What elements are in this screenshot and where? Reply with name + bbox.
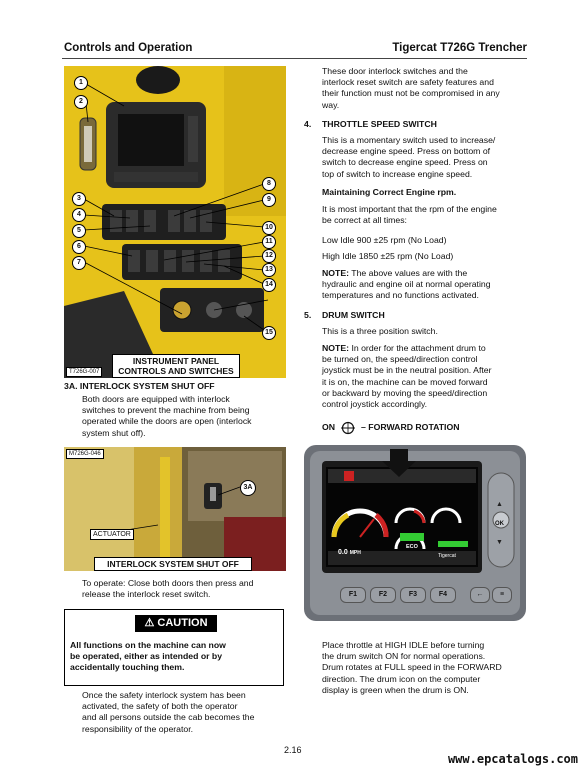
text-line: Both doors are equipped with interlock (82, 394, 230, 404)
text-line: accidentally touching them. (70, 662, 185, 673)
callout-15: 15 (262, 326, 276, 340)
figure-tag: M726G-046 (66, 449, 104, 459)
speed-readout (338, 549, 361, 556)
figure-tag: T726G-007 (66, 367, 102, 377)
on-text: ON (322, 422, 336, 433)
text-line: way. (322, 99, 340, 110)
caution-text (70, 640, 226, 674)
text-line: switches to prevent the machine from being (82, 405, 250, 416)
callout-11: 11 (262, 235, 276, 249)
scroll-up-icon[interactable]: ▲ (496, 501, 503, 508)
f3-button[interactable]: F3 (400, 587, 426, 603)
f4-button[interactable]: F4 (430, 587, 456, 603)
section-title: Controls and Operation (64, 42, 193, 54)
section-5-text: This is a three position switch. (322, 326, 438, 336)
caution-header (135, 615, 217, 632)
text-line: responsibility of the operator. (82, 723, 194, 734)
forward-rotation-text: – FORWARD ROTATION (361, 422, 460, 433)
callout-5: 5 (72, 224, 86, 238)
ok-button[interactable]: OK (495, 521, 504, 527)
text-line: control joystick accordingly. (322, 399, 428, 410)
section-5-number: 5. (304, 310, 312, 320)
brand-label: Tigercat (438, 553, 456, 559)
callout-8: 8 (262, 177, 276, 191)
f2-button[interactable]: F2 (370, 587, 396, 603)
warning-triangle-icon: ⚠ (144, 617, 155, 629)
caution-title: CAUTION (157, 617, 208, 629)
text-line: or backward by moving the speed/direction (322, 387, 488, 398)
section-4-text (322, 135, 495, 180)
section-4-number: 4. (304, 119, 312, 129)
note-1 (322, 268, 491, 302)
figure-caption (112, 354, 240, 378)
text-line: operated while the doors are open (interlock (82, 416, 252, 427)
drum-icon (339, 421, 357, 435)
instrument-panel-drawing (64, 66, 286, 378)
rpm-heading: Maintaining Correct Engine rpm. (322, 187, 457, 197)
text-line: be turned on, the speed/direction control (322, 354, 478, 365)
callout-9: 9 (262, 193, 276, 207)
text-line: interlock reset switch are safety features and (322, 77, 494, 88)
eco-indicator: ECO (406, 544, 418, 550)
f1-button[interactable]: F1 (340, 587, 366, 603)
text-line: be operated, either as intended or by (70, 651, 223, 662)
interlock-drawing (64, 447, 286, 571)
text-line: All functions on the machine can now (70, 640, 226, 650)
caption-line-1: INSTRUMENT PANEL (132, 356, 220, 366)
caution-box (64, 609, 284, 686)
scroll-down-icon[interactable]: ▼ (496, 539, 503, 546)
text-line: be correct at all times: (322, 215, 407, 226)
figure-caption: INTERLOCK SYSTEM SHUT OFF (94, 557, 252, 571)
drum-operation-text (322, 640, 502, 696)
computer-display-photo (304, 445, 526, 621)
callout-12: 12 (262, 249, 276, 263)
callout-14: 14 (262, 278, 276, 292)
callout-13: 13 (262, 263, 276, 277)
text-line: release the interlock reset switch. (82, 589, 211, 600)
text-line: switch to decrease engine speed. Press on (322, 157, 488, 168)
after-caution-text (82, 690, 254, 735)
text-line: system shut off). (82, 427, 146, 438)
note-label: NOTE: (322, 268, 350, 278)
on-forward-label (322, 421, 459, 435)
text-line: These door interlock switches and the (322, 66, 468, 76)
rpm-text (322, 204, 497, 226)
callout-1: 1 (74, 76, 88, 90)
text-line: their function must not be compromised in any (322, 88, 500, 99)
text-line: The above values are with the (349, 268, 468, 278)
callout-6: 6 (72, 240, 86, 254)
section-3a-heading: 3A. INTERLOCK SYSTEM SHUT OFF (64, 381, 215, 391)
high-idle-spec: High Idle 1850 ±25 rpm (No Load) (322, 251, 454, 261)
back-arrow-icon[interactable]: ← (470, 587, 490, 603)
text-line: It is most important that the rpm of the engine (322, 204, 497, 214)
callout-10: 10 (262, 221, 276, 235)
page-number: 2.16 (284, 745, 302, 755)
text-line: Place throttle at HIGH IDLE before turning (322, 640, 485, 650)
manual-title: Tigercat T726G Trencher (392, 42, 527, 54)
instrument-panel-photo (64, 66, 286, 378)
text-line: In order for the attachment drum to (349, 343, 486, 353)
text-line: To operate: Close both doors then press and (82, 578, 254, 588)
text-line: Once the safety interlock system has been (82, 690, 246, 700)
text-line: display is green when the drum is ON. (322, 684, 469, 695)
callout-3a: 3A (240, 480, 256, 496)
interlock-photo (64, 447, 286, 571)
text-line: the drum switch ON for normal operations. (322, 651, 486, 662)
speed-value: 0.0 (338, 549, 348, 556)
text-line: activated, the safety of both the operator (82, 701, 238, 712)
text-line: This is a momentary switch used to increase/ (322, 135, 496, 145)
text-line: hydraulic and engine oil at normal operating (322, 279, 491, 290)
text-line: temperatures and no functions activated. (322, 290, 479, 301)
callout-2: 2 (74, 95, 88, 109)
text-line: it is on, the machine can be moved forward (322, 376, 488, 387)
header-divider (62, 58, 527, 59)
section-4-heading: THROTTLE SPEED SWITCH (322, 119, 437, 129)
caption-line-2: CONTROLS AND SWITCHES (118, 366, 234, 376)
text-line: joystick must be in the neutral position. After (322, 365, 492, 376)
operate-text (82, 578, 253, 600)
note-label: NOTE: (322, 343, 350, 353)
text-line: decrease engine speed. Press on bottom of (322, 146, 491, 157)
section-5-heading: DRUM SWITCH (322, 310, 385, 320)
text-line: direction. The drum icon on the computer (322, 673, 481, 684)
watermark: www.epcatalogs.com (447, 752, 578, 766)
interlock-intro-text (322, 66, 500, 111)
menu-icon[interactable]: ≡ (492, 587, 512, 603)
text-line: top of switch to increase engine speed. (322, 168, 473, 179)
note-2 (322, 343, 492, 410)
speed-unit: MPH (349, 550, 361, 556)
text-line: and all persons outside the cab becomes the (82, 712, 255, 723)
low-idle-spec: Low Idle 900 ±25 rpm (No Load) (322, 235, 447, 245)
actuator-label: ACTUATOR (90, 529, 134, 540)
section-3a-text (82, 394, 252, 439)
text-line: Drum rotates at FULL speed in the FORWARD (322, 662, 502, 673)
callout-3: 3 (72, 192, 86, 206)
callout-7: 7 (72, 256, 86, 270)
callout-4: 4 (72, 208, 86, 222)
